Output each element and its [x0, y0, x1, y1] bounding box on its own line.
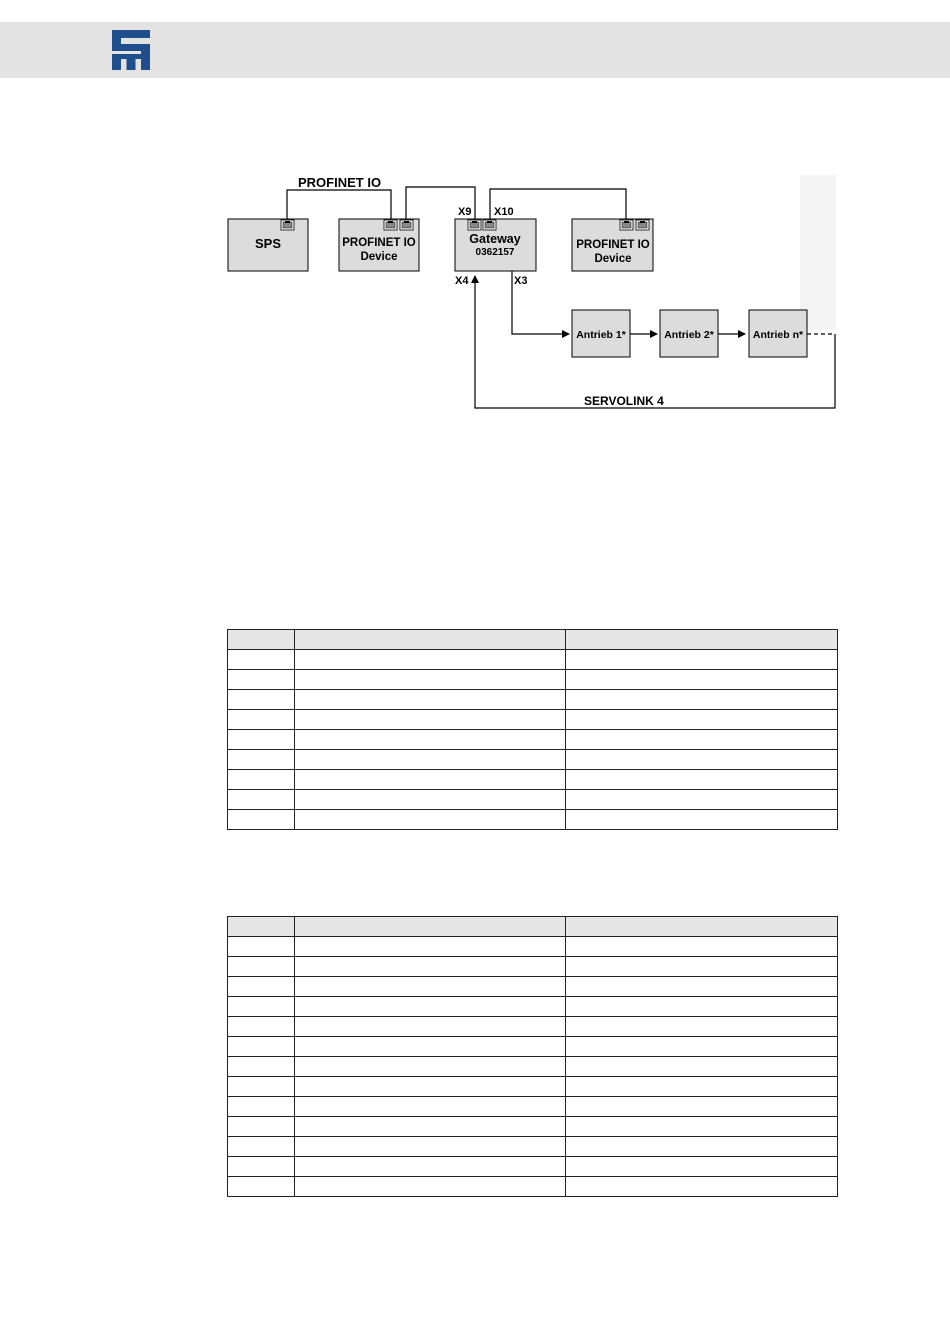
port-x9-label: X9 [458, 206, 472, 218]
table-row [228, 997, 838, 1017]
table-row [228, 957, 838, 977]
table-row [228, 750, 838, 770]
table-row [228, 810, 838, 830]
ethernet-port-icon [483, 220, 496, 230]
ethernet-port-icon [620, 220, 633, 230]
device2-label-line1: PROFINET IO [576, 239, 650, 251]
table-row [228, 670, 838, 690]
table-row [228, 1097, 838, 1117]
gateway-label-line1: Gateway [469, 232, 521, 246]
table-header-row [228, 917, 838, 937]
table-row [228, 1117, 838, 1137]
table-2 [227, 916, 838, 1197]
table-row [228, 710, 838, 730]
table-row [228, 977, 838, 997]
table-1 [227, 629, 838, 830]
table-row [228, 1177, 838, 1197]
device1-label-line1: PROFINET IO [342, 237, 416, 249]
drive1-label: Antrieb 1* [576, 329, 626, 341]
network-topology-diagram [0, 0, 950, 460]
table-row [228, 1157, 838, 1177]
table-row [228, 1057, 838, 1077]
ring-label: SERVOLINK 4 [584, 394, 664, 408]
ethernet-port-icon [384, 220, 397, 230]
table-row [228, 730, 838, 750]
table-row [228, 770, 838, 790]
port-x4-label: X4 [455, 275, 469, 287]
table-row [228, 1017, 838, 1037]
table-row [228, 690, 838, 710]
driven-label: Antrieb n* [752, 329, 804, 341]
ethernet-port-icon [400, 220, 413, 230]
port-x3-label: X3 [514, 275, 528, 287]
ethernet-port-icon [636, 220, 649, 230]
drive2-label: Antrieb 2* [664, 329, 714, 341]
port-x10-label: X10 [494, 206, 514, 218]
table-row [228, 1137, 838, 1157]
ethernet-port-icon [281, 220, 294, 230]
table-header-row [228, 630, 838, 650]
table-row [228, 1037, 838, 1057]
device1-label-line2: Device [360, 251, 398, 263]
sps-label: SPS [254, 236, 282, 251]
table-row [228, 1077, 838, 1097]
table-row [228, 937, 838, 957]
bus-label: PROFINET IO [298, 175, 382, 190]
ethernet-port-icon [468, 220, 481, 230]
table-row [228, 650, 838, 670]
table-row [228, 790, 838, 810]
gateway-label-line2: 0362157 [475, 247, 515, 258]
device2-label-line2: Device [594, 253, 632, 265]
